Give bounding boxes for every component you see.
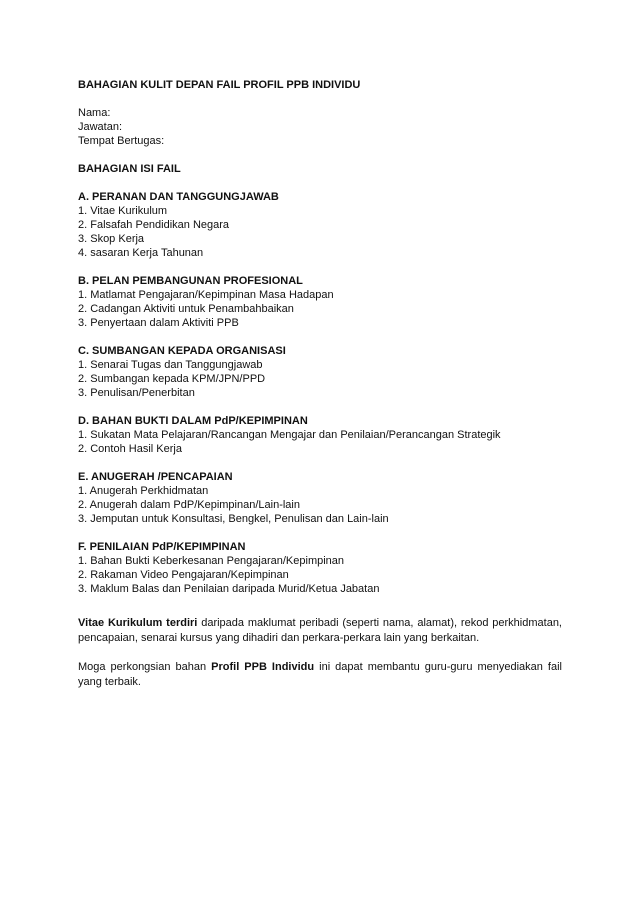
list-item: 3. Skop Kerja	[78, 233, 145, 245]
cover-fields	[78, 106, 562, 148]
paragraph-closing	[78, 660, 562, 690]
list-item: 1. Senarai Tugas dan Tanggungjawab	[78, 359, 263, 371]
list-item: 2. Sumbangan kepada KPM/JPN/PPD	[78, 373, 266, 385]
section-heading: E. ANUGERAH /PENCAPAIAN	[78, 471, 233, 483]
section-f	[78, 540, 562, 596]
section-heading: F. PENILAIAN PdP/KEPIMPINAN	[78, 541, 246, 553]
field-jawatan: Jawatan:	[78, 121, 123, 133]
document-title: BAHAGIAN KULIT DEPAN FAIL PROFIL PPB INDIVIDU	[78, 79, 361, 91]
paragraph-vitae	[78, 616, 562, 646]
section-a	[78, 190, 562, 260]
list-item: 4. sasaran Kerja Tahunan	[78, 247, 204, 259]
list-item: 3. Maklum Balas dan Penilaian daripada Murid/Ketua Jabatan	[78, 583, 380, 595]
field-nama: Nama:	[78, 107, 111, 119]
section-heading: C. SUMBANGAN KEPADA ORGANISASI	[78, 345, 286, 357]
paragraph-closing-before: Moga perkongsian bahan	[78, 661, 212, 673]
section-b	[78, 274, 562, 330]
section-d	[78, 414, 562, 456]
list-item: 1. Vitae Kurikulum	[78, 205, 168, 217]
section-heading: A. PERANAN DAN TANGGUNGJAWAB	[78, 191, 279, 203]
content-title: BAHAGIAN ISI FAIL	[78, 163, 181, 175]
list-item: 1. Sukatan Mata Pelajaran/Rancangan Mengajar dan Penilaian/Perancangan Strategik	[78, 429, 501, 441]
list-item: 2. Rakaman Video Pengajaran/Kepimpinan	[78, 569, 289, 581]
paragraph-vitae-bold: Vitae Kurikulum terdiri	[78, 617, 198, 629]
field-tempat-bertugas: Tempat Bertugas:	[78, 135, 165, 147]
list-item: 3. Jemputan untuk Konsultasi, Bengkel, Penulisan dan Lain-lain	[78, 513, 389, 525]
list-item: 2. Falsafah Pendidikan Negara	[78, 219, 230, 231]
list-item: 1. Bahan Bukti Keberkesanan Pengajaran/Kepimpinan	[78, 555, 345, 567]
list-item: 2. Contoh Hasil Kerja	[78, 443, 182, 455]
section-heading: D. BAHAN BUKTI DALAM PdP/KEPIMPINAN	[78, 415, 308, 427]
paragraph-closing-bold: Profil PPB Individu	[211, 661, 315, 673]
section-heading: B. PELAN PEMBANGUNAN PROFESIONAL	[78, 275, 303, 287]
list-item: 3. Penyertaan dalam Aktiviti PPB	[78, 317, 239, 329]
paragraph-vitae-text: daripada maklumat peribadi (seperti nama, alamat), rekod perkhidmatan, pencapaian, senarai kursus yang dihadiri dan perkara-perkara lain yang berkaitan.	[78, 617, 562, 644]
document-page	[78, 78, 562, 690]
list-item: 3. Penulisan/Penerbitan	[78, 387, 195, 399]
list-item: 1. Matlamat Pengajaran/Kepimpinan Masa Hadapan	[78, 289, 334, 301]
list-item: 2. Cadangan Aktiviti untuk Penambahbaikan	[78, 303, 294, 315]
section-c	[78, 344, 562, 400]
list-item: 1. Anugerah Perkhidmatan	[78, 485, 209, 497]
list-item: 2. Anugerah dalam PdP/Kepimpinan/Lain-lain	[78, 499, 300, 511]
section-e	[78, 470, 562, 526]
paragraph-closing-after: ini dapat membantu guru-guru menyediakan fail yang terbaik.	[78, 661, 562, 688]
